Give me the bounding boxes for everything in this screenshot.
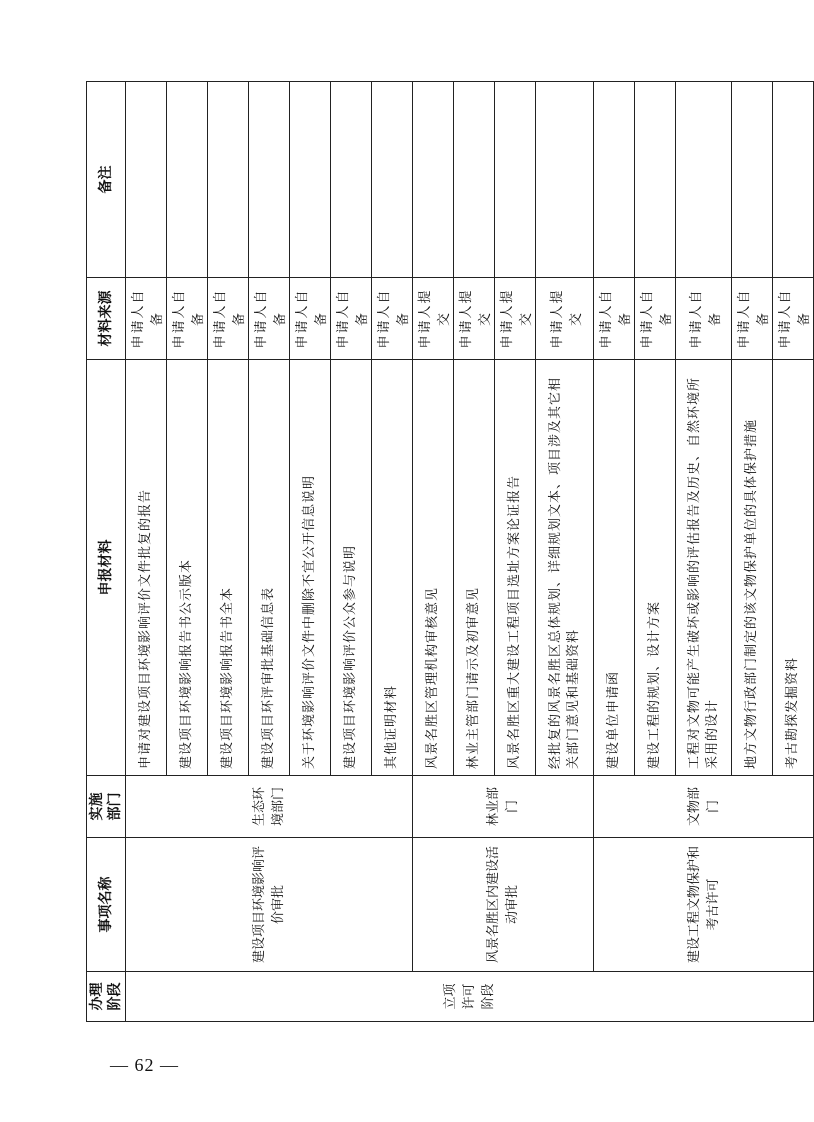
note-cell xyxy=(495,82,536,278)
note-cell xyxy=(167,82,208,278)
material-cell: 其他证明材料 xyxy=(372,360,413,776)
source-cell: 申请人自备 xyxy=(208,278,249,360)
material-cell: 地方文物行政部门制定的该文物保护单位的具体保护措施 xyxy=(732,360,773,776)
source-cell: 申请人自备 xyxy=(676,278,732,360)
page-number: — 62 — xyxy=(110,1055,179,1075)
material-cell: 风景名胜区管理机构审核意见 xyxy=(413,360,454,776)
header-row xyxy=(87,82,126,1022)
source-cell: 申请人自备 xyxy=(249,278,290,360)
note-cell xyxy=(331,82,372,278)
item-name-cell: 建设项目环境影响评价审批 xyxy=(126,838,413,972)
note-cell xyxy=(773,82,814,278)
source-cell: 申请人自备 xyxy=(635,278,676,360)
material-cell: 关于环境影响评价文件中删除不宜公开信息说明 xyxy=(290,360,331,776)
header-stage: 办理阶段 xyxy=(87,972,126,1022)
source-cell: 申请人自备 xyxy=(331,278,372,360)
material-cell: 建设项目环境影响报告书公示版本 xyxy=(167,360,208,776)
material-cell: 工程对文物可能产生破坏或影响的评估报告及历史、自然环境所采用的设计 xyxy=(676,360,732,776)
note-cell xyxy=(635,82,676,278)
source-cell: 申请人自备 xyxy=(594,278,635,360)
source-cell: 申请人自备 xyxy=(167,278,208,360)
table-row xyxy=(413,82,454,1022)
header-note: 备注 xyxy=(87,82,126,278)
source-cell: 申请人自备 xyxy=(773,278,814,360)
item-name-cell: 建设工程文物保护和考古许可 xyxy=(594,838,814,972)
table-row xyxy=(126,82,167,1022)
dept-cell: 林业部门 xyxy=(413,776,594,838)
note-cell xyxy=(126,82,167,278)
note-cell xyxy=(208,82,249,278)
item-name-cell: 风景名胜区内建设活动审批 xyxy=(413,838,594,972)
material-cell: 申请对建设项目环境影响评价文件批复的报告 xyxy=(126,360,167,776)
material-cell: 建设工程的规划、设计方案 xyxy=(635,360,676,776)
material-cell: 建设项目环境影响报告书全本 xyxy=(208,360,249,776)
stage-cell: 立项许可阶段 xyxy=(126,972,814,1022)
materials-table xyxy=(86,81,814,1022)
header-material: 申报材料 xyxy=(87,360,126,776)
note-cell xyxy=(676,82,732,278)
dept-cell: 文物部门 xyxy=(594,776,814,838)
source-cell: 申请人自备 xyxy=(126,278,167,360)
header-source: 材料来源 xyxy=(87,278,126,360)
rotated-table-stage xyxy=(86,82,812,1022)
source-cell: 申请人提交 xyxy=(413,278,454,360)
table-row xyxy=(594,82,635,1022)
source-cell: 申请人自备 xyxy=(732,278,773,360)
note-cell xyxy=(290,82,331,278)
source-cell: 申请人提交 xyxy=(454,278,495,360)
material-cell: 林业主管部门请示及初审意见 xyxy=(454,360,495,776)
source-cell: 申请人提交 xyxy=(495,278,536,360)
material-cell: 考古勘探发掘资料 xyxy=(773,360,814,776)
source-cell: 申请人自备 xyxy=(372,278,413,360)
source-cell: 申请人提交 xyxy=(536,278,594,360)
header-dept: 实施部门 xyxy=(87,776,126,838)
source-cell: 申请人自备 xyxy=(290,278,331,360)
material-cell: 风景名胜区重大建设工程项目选址方案论证报告 xyxy=(495,360,536,776)
note-cell xyxy=(594,82,635,278)
header-name: 事项名称 xyxy=(87,838,126,972)
material-cell: 经批复的风景名胜区总体规划、详细规划文本、项目涉及其它相关部门意见和基础资料 xyxy=(536,360,594,776)
dept-cell: 生态环境部门 xyxy=(126,776,413,838)
note-cell xyxy=(372,82,413,278)
material-cell: 建设项目环境影响评价公众参与说明 xyxy=(331,360,372,776)
note-cell xyxy=(536,82,594,278)
material-cell: 建设项目环评审批基础信息表 xyxy=(249,360,290,776)
note-cell xyxy=(249,82,290,278)
material-cell: 建设单位申请函 xyxy=(594,360,635,776)
note-cell xyxy=(413,82,454,278)
note-cell xyxy=(454,82,495,278)
note-cell xyxy=(732,82,773,278)
